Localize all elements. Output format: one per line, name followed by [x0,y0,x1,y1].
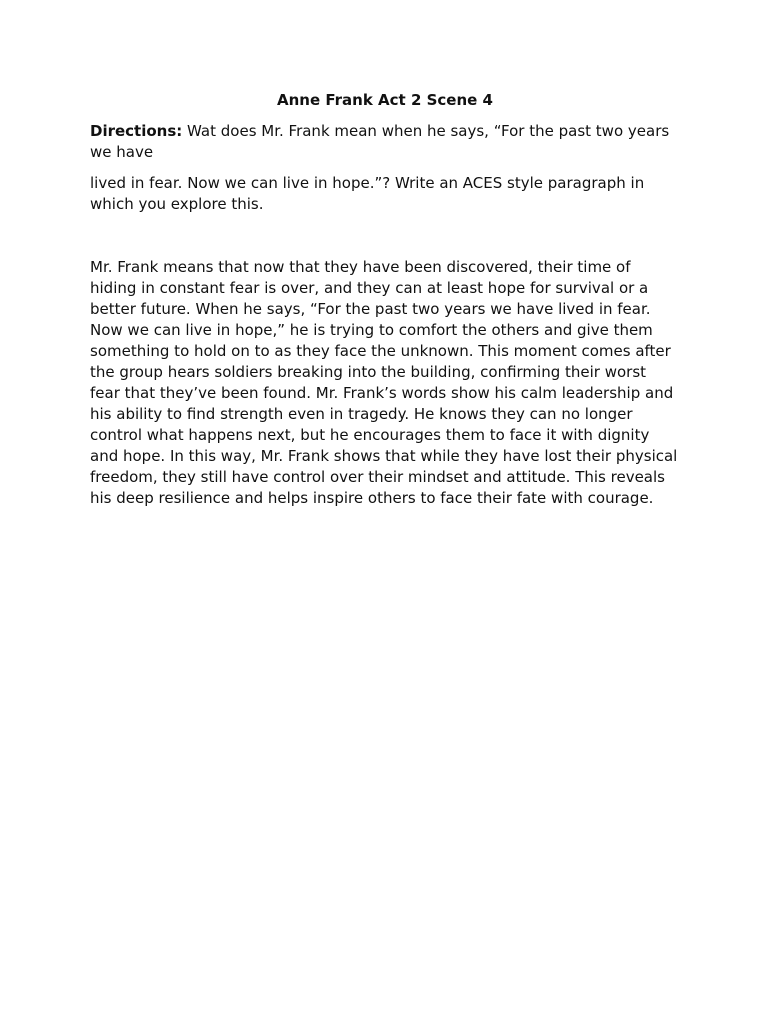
directions-label: Directions: [90,122,183,140]
directions-text-line1: Wat does Mr. Frank mean when he says, “For the past two years we have [90,122,670,161]
answer-paragraph: Mr. Frank means that now that they have been discovered, their time of hiding in constant fear is over, and they can at least hope for survival or a better future. When he says, “For the past two years we have lived in fear. Now we can live in hope,” he is trying to comfort the others and give them something to hold on to as they face the unknown. This moment comes after the group hears soldiers breaking into the building, confirming their worst fear that they’ve been found. Mr. Frank’s words show his calm leadership and his ability to find strength even in tragedy. He knows they can no longer control what happens next, but he encourages them to face it with dignity and hope. In this way, Mr. Frank shows that while they have lost their physical freedom, they still have control over their mindset and attitude. This reveals his deep resilience and helps inspire others to face their fate with courage. [90,258,678,507]
document-title: Anne Frank Act 2 Scene 4 [277,91,493,109]
document-page [90,90,680,509]
directions-continuation: lived in fear. Now we can live in hope.”? Write an ACES style paragraph in which you explore this. [90,174,645,213]
directions-paragraph [90,121,680,163]
